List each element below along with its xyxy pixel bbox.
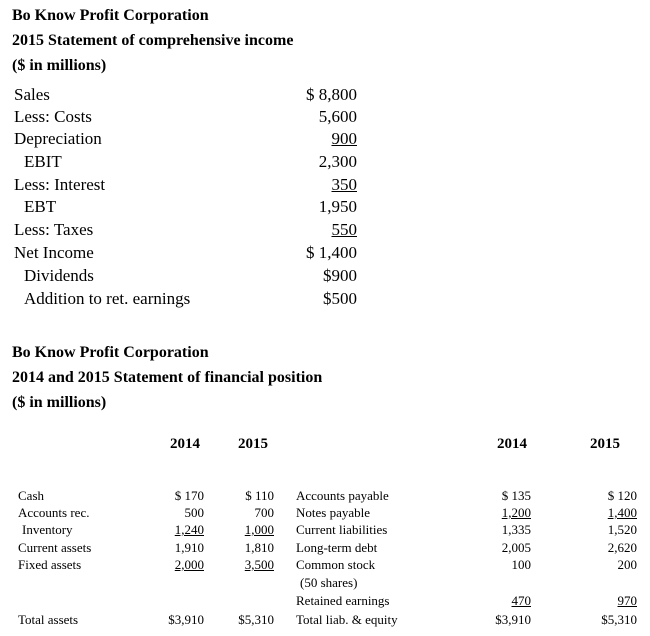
liab-2014-ap: $ 135 [501,488,531,503]
asset-2015-inventory: 1,000 [244,522,274,537]
income-label-depreciation: Depreciation [14,129,102,148]
asset-label-cash: Cash [18,488,44,503]
liab-label-ltd: Long-term debt [296,540,378,555]
income-value-taxes: 550 [331,220,357,239]
liab-label-np: Notes payable [296,505,371,520]
liab-2014-common: 100 [511,557,531,572]
income-label-ebt: EBT [24,197,57,216]
liab-label-retained: Retained earnings [296,593,390,608]
income-value-depreciation: 900 [331,129,357,148]
balance-company: Bo Know Profit Corporation [12,344,209,361]
liab-year-2015: 2015 [590,436,620,452]
liab-2015-ltd: 2,620 [607,540,637,555]
liab-2015-common: 200 [617,557,637,572]
income-title: 2015 Statement of comprehensive income [12,32,294,49]
liab-2014-total: $3,910 [495,612,531,627]
asset-2014-fixed: 2,000 [174,557,204,572]
assets-year-2014: 2014 [170,436,200,452]
liab-label-total: Total liab. & equity [296,612,398,627]
liab-2015-np: 1,400 [607,505,637,520]
asset-2015-ar: 700 [254,505,274,520]
income-label-net-income: Net Income [14,243,94,262]
liab-label-shares: (50 shares) [300,575,358,590]
asset-label-current: Current assets [18,540,92,555]
asset-2014-ar: 500 [184,505,204,520]
assets-year-2015: 2015 [238,436,268,452]
liab-2015-total: $5,310 [601,612,637,627]
income-label-ebit: EBIT [24,152,62,171]
asset-2014-current: 1,910 [174,540,204,555]
income-label-addition: Addition to ret. earnings [24,289,191,308]
income-value-ebt: 1,950 [318,197,357,216]
income-label-taxes: Less: Taxes [14,220,94,239]
balance-units: ($ in millions) [12,394,107,411]
liab-2014-np: 1,200 [501,505,531,520]
income-label-interest: Less: Interest [14,175,106,194]
asset-2015-fixed: 3,500 [244,557,274,572]
asset-2014-cash: $ 170 [174,488,204,503]
asset-2015-total: $5,310 [238,612,274,627]
asset-label-fixed: Fixed assets [18,557,82,572]
income-value-costs: 5,600 [318,107,357,126]
asset-2014-total: $3,910 [168,612,204,627]
income-label-costs: Less: Costs [14,107,92,126]
liab-2015-current: 1,520 [607,522,637,537]
income-value-dividends: $900 [323,266,357,285]
asset-label-inventory: Inventory [22,522,73,537]
asset-2015-cash: $ 110 [245,488,274,503]
income-units: ($ in millions) [12,57,107,74]
income-label-sales: Sales [14,85,50,104]
income-company: Bo Know Profit Corporation [12,7,209,24]
liab-2015-ap: $ 120 [607,488,637,503]
liab-label-common: Common stock [296,557,376,572]
income-value-sales: $ 8,800 [306,85,357,104]
liab-2014-retained: 470 [511,593,531,608]
income-value-interest: 350 [331,175,357,194]
liab-2015-retained: 970 [617,593,637,608]
income-label-dividends: Dividends [24,266,94,285]
income-value-ebit: 2,300 [318,152,357,171]
balance-title: 2014 and 2015 Statement of financial position [12,369,323,386]
liab-2014-ltd: 2,005 [501,540,531,555]
liab-2014-current: 1,335 [501,522,531,537]
asset-label-total: Total assets [18,612,79,627]
liab-label-current: Current liabilities [296,522,388,537]
asset-2015-current: 1,810 [244,540,274,555]
asset-2014-inventory: 1,240 [174,522,204,537]
asset-label-ar: Accounts rec. [18,505,90,520]
income-value-net-income: $ 1,400 [306,243,357,262]
liab-year-2014: 2014 [497,436,527,452]
liab-label-ap: Accounts payable [296,488,389,503]
income-value-addition: $500 [323,289,357,308]
